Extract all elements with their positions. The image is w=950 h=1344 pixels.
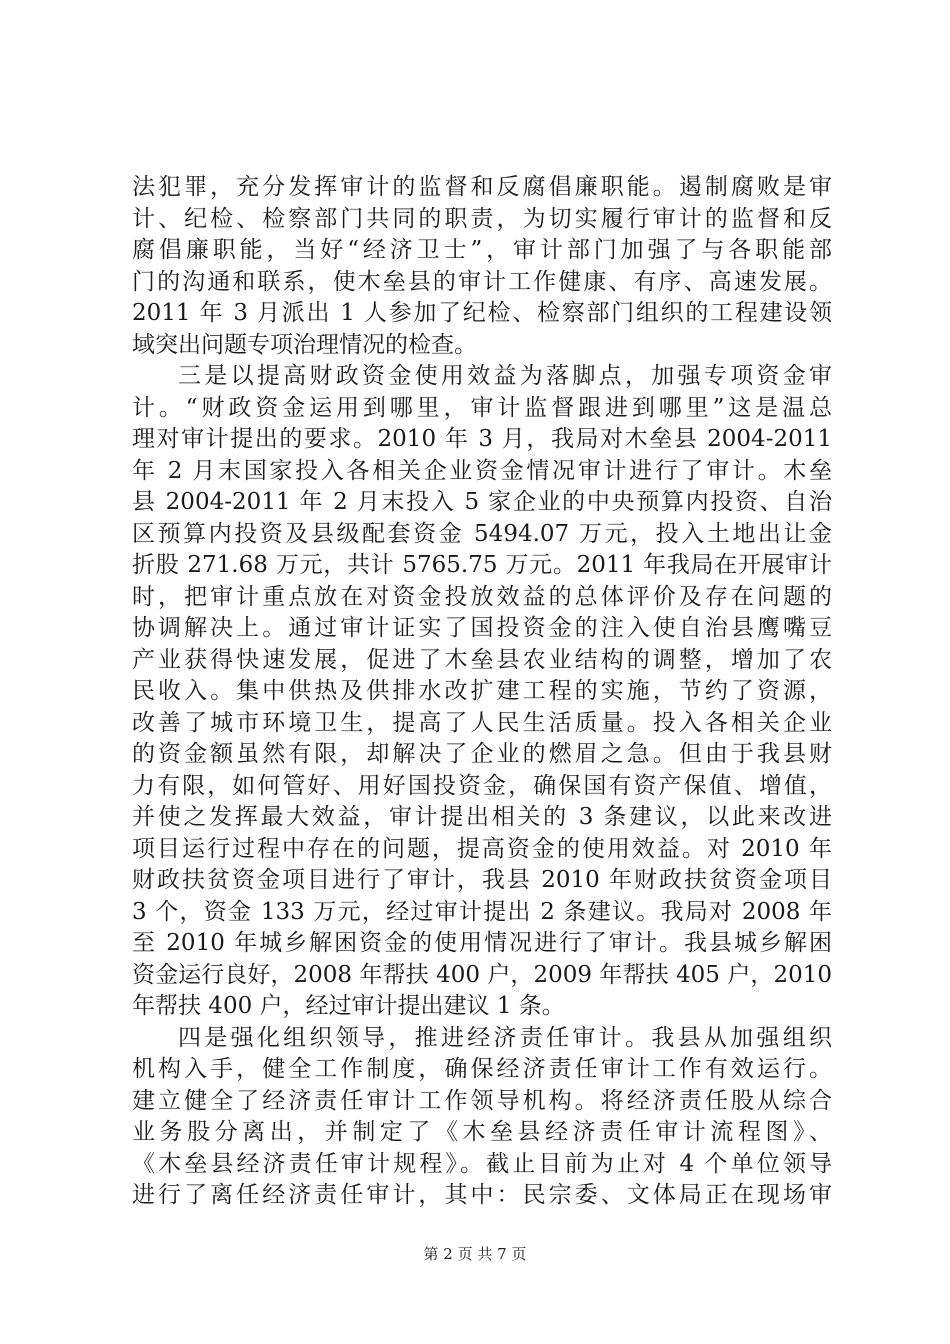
text-line: 资金运行良好，2008 年帮扶 400 户，2009 年帮扶 405 户，2010 bbox=[132, 961, 832, 988]
text-line: 法犯罪，充分发挥审计的监督和反腐倡廉职能。遏制腐败是审 bbox=[132, 174, 832, 200]
paragraph-start-line: 四是强化组织领导，推进经济责任审计。我县从加强组织 bbox=[178, 1024, 832, 1051]
text-line: 机构入手，健全工作制度，确保经济责任审计工作有效运行。 bbox=[132, 1056, 832, 1082]
text-line: 域突出问题专项治理情况的检查。 bbox=[132, 331, 477, 358]
text-line: 计、纪检、检察部门共同的职责，为切实履行审计的监督和反 bbox=[132, 205, 832, 232]
paragraph-start-line: 三是以提高财政资金使用效益为落脚点，加强专项资金审 bbox=[178, 363, 832, 389]
text-line: 年 2 月末国家投入各相关企业资金情况审计进行了审计。木垒 bbox=[132, 457, 832, 484]
text-line: 门的沟通和联系，使木垒县的审计工作健康、有序、高速发展。 bbox=[132, 268, 832, 295]
text-line: 改善了城市环境卫生，提高了人民生活质量。投入各相关企业 bbox=[132, 709, 832, 736]
text-line: 民收入。集中供热及供排水改扩建工程的实施，节约了资源， bbox=[132, 678, 832, 704]
text-line: 2011 年 3 月派出 1 人参加了纪检、检察部门组织的工程建设领 bbox=[132, 300, 832, 326]
page-footer bbox=[0, 1243, 950, 1264]
text-line: 县 2004-2011 年 2 月末投入 5 家企业的中央预算内投资、自治 bbox=[132, 489, 832, 515]
text-line: 理对审计提出的要求。2010 年 3 月，我局对木垒县 2004-2011 bbox=[132, 426, 832, 452]
text-line: 建立健全了经济责任审计工作领导机构。将经济责任股从综合 bbox=[132, 1087, 832, 1114]
text-line: 时，把审计重点放在对资金投放效益的总体评价及存在问题的 bbox=[132, 583, 832, 610]
text-line: 财政扶贫资金项目进行了审计，我县 2010 年财政扶贫资金项目 bbox=[132, 867, 832, 893]
text-line: 3 个，资金 133 万元，经过审计提出 2 条建议。我局对 2008 年 bbox=[132, 898, 832, 925]
text-line: 协调解决上。通过审计证实了国投资金的注入使自治县鹰嘴豆 bbox=[132, 615, 832, 641]
text-line: 区预算内投资及县级配套资金 5494.07 万元，投入土地出让金 bbox=[132, 520, 832, 547]
text-line: 腐倡廉职能，当好“经济卫士”，审计部门加强了与各职能部 bbox=[132, 237, 832, 263]
body-text bbox=[132, 172, 832, 1212]
text-line: 并使之发挥最大效益，审计提出相关的 3 条建议，以此来改进 bbox=[132, 804, 832, 830]
text-line: 力有限，如何管好、用好国投资金，确保国有资产保值、增值， bbox=[132, 772, 832, 799]
text-line: 项目运行过程中存在的问题，提高资金的使用效益。对 2010 年 bbox=[132, 835, 832, 862]
text-line: 的资金额虽然有限，却解决了企业的燃眉之急。但由于我县财 bbox=[132, 741, 832, 767]
text-line: 业务股分离出，并制定了《木垒县经济责任审计流程图》、 bbox=[132, 1119, 832, 1145]
text-line: 产业获得快速发展，促进了木垒县农业结构的调整，增加了农 bbox=[132, 646, 832, 673]
text-line: 折股 271.68 万元，共计 5765.75 万元。2011 年我局在开展审计 bbox=[132, 552, 832, 578]
page-number-label: 第 2 页 共 7 页 bbox=[423, 1245, 527, 1263]
text-line: 年帮扶 400 户，经过审计提出建议 1 条。 bbox=[132, 993, 565, 1019]
text-line: 进行了离任经济责任审计，其中：民宗委、文体局正在现场审 bbox=[132, 1182, 832, 1208]
text-line: 计。“财政资金运用到哪里，审计监督跟进到哪里”这是温总 bbox=[132, 394, 832, 421]
text-line: 至 2010 年城乡解困资金的使用情况进行了审计。我县城乡解困 bbox=[132, 930, 832, 956]
text-line: 《木垒县经济责任审计规程》。截止目前为止对 4 个单位领导 bbox=[132, 1150, 832, 1177]
